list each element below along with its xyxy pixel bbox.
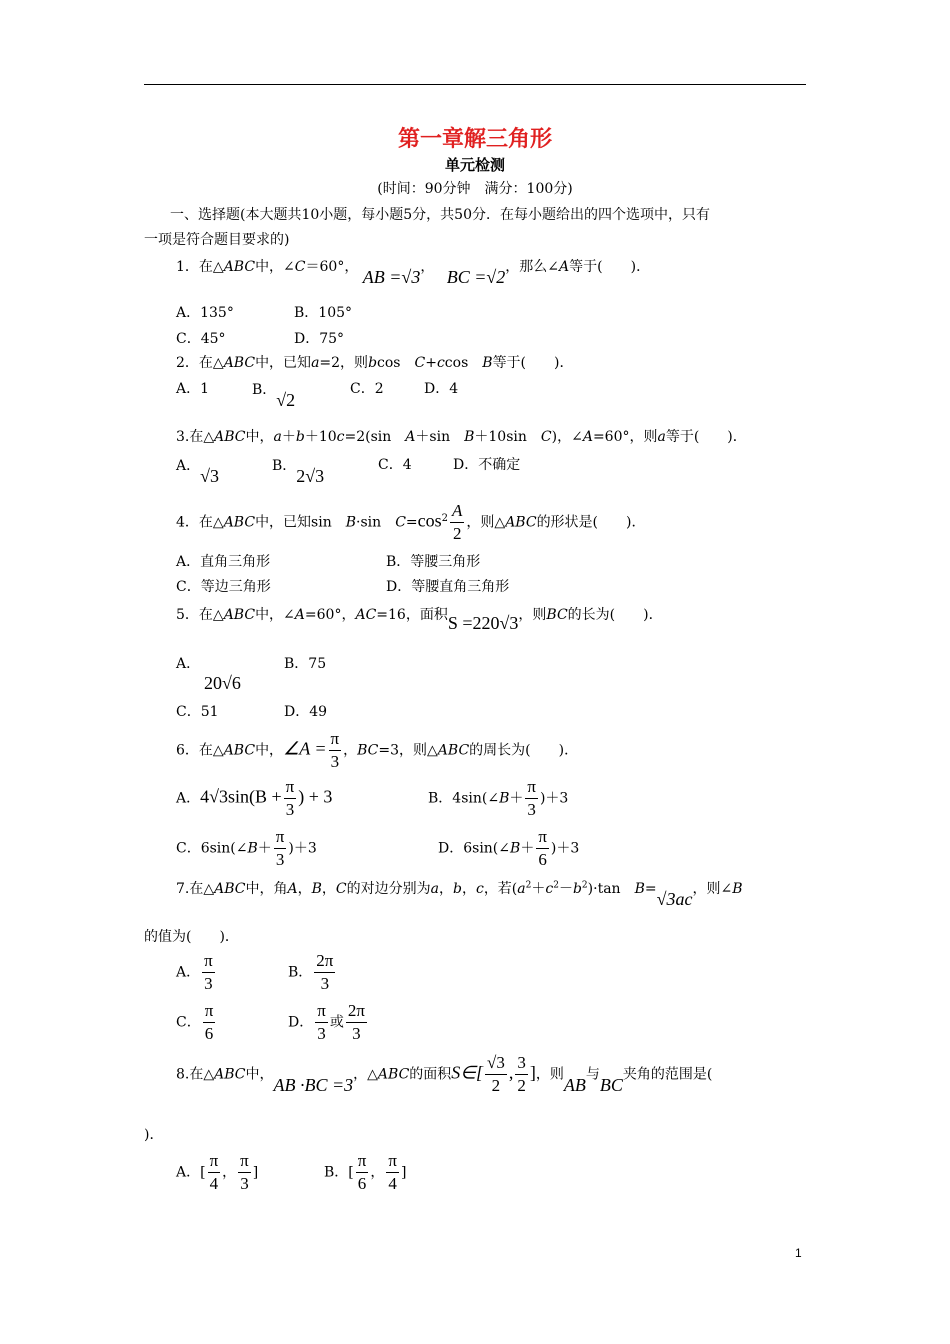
q6-option-c: C．6sin(∠B＋ $\frac{\pi}{3}$ )＋3 xyxy=(176,827,317,869)
q3-option-d: D．不确定 xyxy=(453,457,521,473)
q1-option-b: B．105° xyxy=(294,305,353,321)
header-rule xyxy=(144,84,806,85)
q1-option-a: A．135° xyxy=(176,305,234,321)
q7-option-a: A． $\frac{\pi}{3}$ xyxy=(176,951,213,993)
q4-option-b: B．等腰三角形 xyxy=(386,554,481,570)
question-1: 1．在△ABC中，∠C＝60°， AB =√3， BC =√2，那么∠A等于( )． xyxy=(176,259,651,287)
math-bc: BC =√2 xyxy=(446,267,506,287)
q4-option-c: C．等边三角形 xyxy=(176,579,271,595)
time-info: (时间：90分钟 满分：100分) xyxy=(377,181,573,197)
question-5: 5．在△ABC中，∠A=60°，AC=16，面积S =220√3，则BC的长为( )． xyxy=(176,607,663,633)
math-root3ac: √3ac xyxy=(656,889,693,909)
q6-option-a: A．4√3sin(B + $\frac{\pi}{3}$ ) + 3 xyxy=(176,777,333,819)
question-6: 6．在△ABC中，∠A = $\frac{\pi}{3}$ ，BC=3，则△ABC的周长为( )． xyxy=(176,729,579,771)
question-8: 8.在△ABC中，AB ·BC =3，△ABC的面积S∈[ $\frac{√3}{2}$ , $\frac{3}{2}$ ]，则AB与BC夹角的范围是( xyxy=(176,1053,713,1095)
q8-option-a: A．[ $\frac{\pi}{4}$ ， $\frac{\pi}{3}$ ] xyxy=(176,1151,259,1193)
q7-option-b: B． $\frac{2\pi}{3}$ xyxy=(288,951,334,993)
question-3: 3.在△ABC中，a＋b＋10c=2(sin A＋sin B＋10sin C)，∠A=60°，则a等于( )． xyxy=(176,429,747,445)
document-subtitle: 单元检测 xyxy=(444,156,505,174)
q6-option-b: B．4sin(∠B＋ $\frac{\pi}{3}$ )＋3 xyxy=(428,777,569,819)
q5-option-d: D．49 xyxy=(284,704,328,720)
q2-option-b: B．√2 xyxy=(252,382,296,410)
q2-option-d: D．4 xyxy=(424,381,459,397)
question-7-cont: 的值为( )． xyxy=(144,929,239,945)
math-area: S =220√3 xyxy=(447,613,519,633)
q5-option-a: A． 20√6 xyxy=(176,656,241,693)
q8-option-b: B．[ $\frac{\pi}{6}$ ， $\frac{\pi}{4}$ ] xyxy=(324,1151,407,1193)
math-ab: AB =√3 xyxy=(362,267,421,287)
q3-option-a: A．√3 xyxy=(176,458,220,486)
section-heading-cont: 一项是符合题目要求的) xyxy=(144,232,290,248)
q2-option-a: A．1 xyxy=(176,381,210,397)
q6-option-d: D．6sin(∠B＋ $\frac{\pi}{6}$ )＋3 xyxy=(438,827,580,869)
q1-option-c: C．45° xyxy=(176,331,226,347)
q7-option-d: D． $\frac{\pi}{3}$ 或 $\frac{2\pi}{3}$ xyxy=(288,1001,365,1043)
question-8-cont: )． xyxy=(144,1127,164,1143)
q7-option-c: C． $\frac{\pi}{6}$ xyxy=(176,1001,214,1043)
question-4: 4．在△ABC中，已知sin B·sin $C=\cos^2$ $\frac{A}{2}$ ，则△ABC的形状是( )． xyxy=(176,501,646,543)
question-7: 7.在△ABC中，角A，B，C的对边分别为a，b，c，若$(a^2+c^2-b^2)\cdot\tan$ B=√3ac，则∠B xyxy=(176,880,743,909)
fraction-a-over-2: $\frac{A}{2}$ xyxy=(452,501,463,543)
math-dot-product: AB ·BC =3 xyxy=(273,1074,354,1095)
page-number: 1 xyxy=(795,1246,802,1260)
q5-option-c: C．51 xyxy=(176,704,219,720)
q3-option-b: B．2√3 xyxy=(272,458,325,486)
fraction-pi-over-3: $\frac{\pi}{3}$ xyxy=(330,729,340,771)
q2-option-c: C．2 xyxy=(350,381,384,397)
q3-option-c: C．4 xyxy=(378,457,412,473)
q4-option-d: D．等腰直角三角形 xyxy=(386,579,510,595)
q5-option-b: B．75 xyxy=(284,656,327,672)
question-2: 2．在△ABC中，已知a=2，则bcos C+ccos B等于( )． xyxy=(176,355,574,371)
q1-option-d: D．75° xyxy=(294,331,345,347)
q4-option-a: A．直角三角形 xyxy=(176,554,271,570)
section-heading: 一、选择题(本大题共10小题，每小题5分，共50分．在每小题给出的四个选项中，只有 xyxy=(170,207,710,223)
document-title: 第一章解三角形 xyxy=(397,126,552,152)
